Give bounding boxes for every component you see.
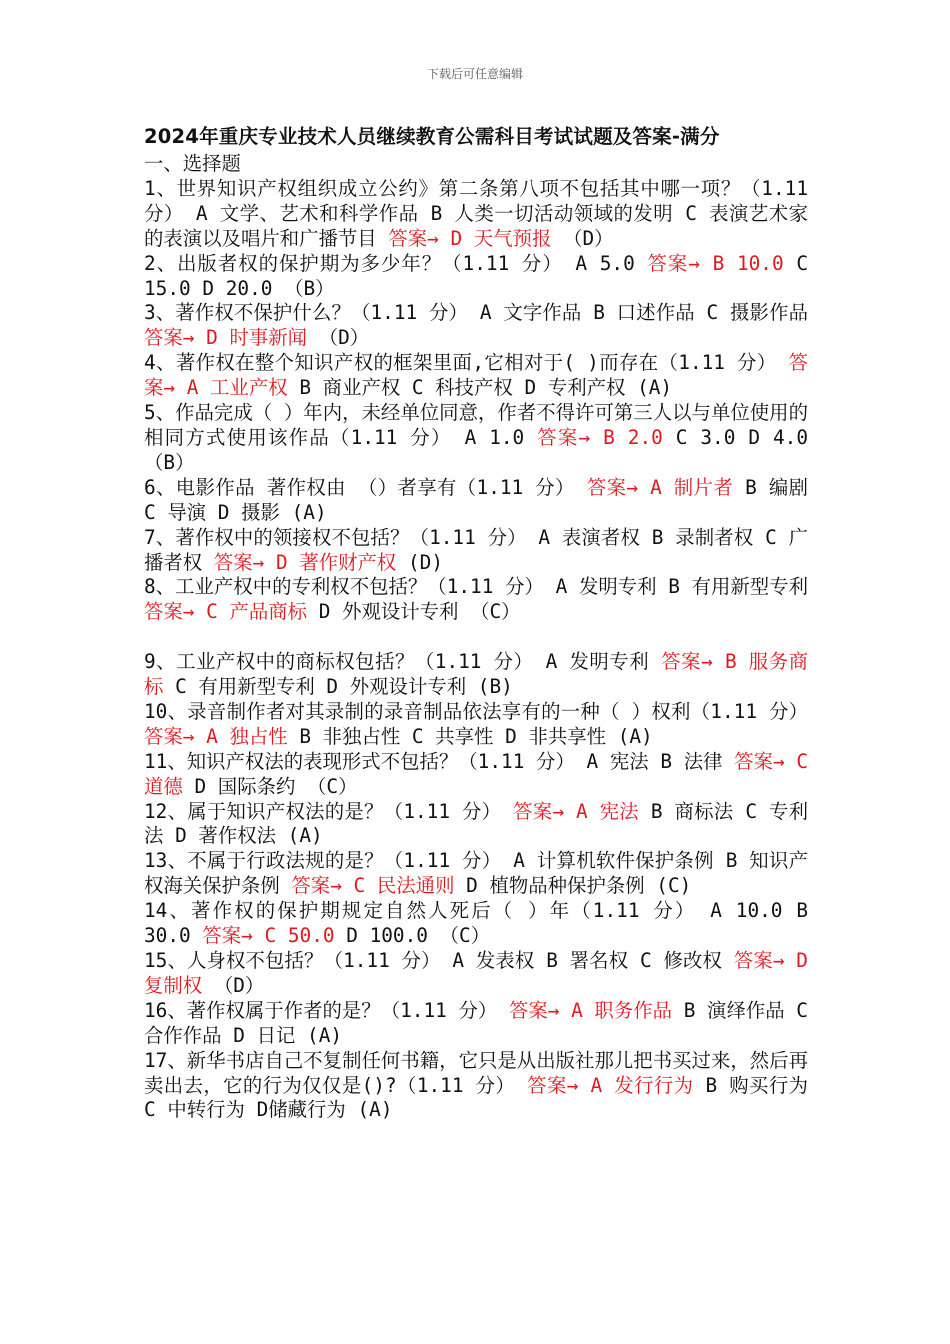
question-text: 6、电影作品 著作权由 （）者享有（1.11 分） — [144, 475, 587, 499]
question-item — [144, 949, 808, 999]
question-item — [144, 800, 808, 850]
question-text: 4、著作权在整个知识产权的框架里面,它相对于( )而存在（1.11 分） — [144, 351, 789, 375]
answer-highlight: 答案→ B 2.0 — [537, 425, 663, 449]
document-title: 2024年重庆专业技术人员继续教育公需科目考试试题及答案-满分 — [144, 125, 720, 148]
answer-highlight: 答案→ C 产品商标 — [144, 600, 308, 624]
question-tail: B 购买行为 C 中转行为 D储藏行为 (A) — [144, 1073, 808, 1122]
question-text: 9、工业产权中的商标权包括？（1.11 分） A 发明专利 — [144, 650, 662, 674]
answer-highlight: 答案→ B 10.0 — [647, 251, 784, 275]
question-text: 17、新华书店自己不复制任何书籍，它只是从出版社那儿把书买过来，然后再卖出去，它的行为仅仅是()?（1.11 分） — [144, 1048, 808, 1097]
question-tail: D 植物品种保护条例 (C) — [454, 874, 692, 898]
question-tail: B 商标法 C 专利法 D 著作权法 (A) — [144, 799, 808, 848]
question-text: 8、工业产权中的专利权不包括？（1.11 分） A 发明专利 B 有用新型专利 — [144, 575, 808, 599]
answer-highlight: 答案→ A 宪法 — [513, 799, 639, 823]
question-text: 2、出版者权的保护期为多少年？（1.11 分） A 5.0 — [144, 251, 648, 275]
section-heading: 一、选择题 — [144, 152, 241, 175]
question-text: 14、著作权的保护期规定自然人死后（ ）年（1.11 分） A 10.0 B 30.0 — [144, 899, 808, 948]
question-item — [144, 1049, 808, 1124]
question-text: 15、人身权不包括？（1.11 分） A 发表权 B 署名权 C 修改权 — [144, 948, 734, 972]
answer-highlight: 答案→ A 制片者 — [586, 475, 734, 499]
question-tail: （D） — [307, 326, 370, 350]
question-tail: C 15.0 D 20.0 （B） — [144, 251, 808, 300]
question-text: 10、录音制作者对其录制的录音制品依法享有的一种（ ）权利（1.11 分） — [144, 699, 808, 723]
question-tail: （D） — [551, 226, 614, 250]
answer-highlight: 答案→ A 工业产权 — [144, 351, 808, 400]
question-text: 7、著作权中的领接权不包括？（1.11 分） A 表演者权 B 录制者权 C 广播者权 — [144, 525, 808, 574]
answer-highlight: 答案→ C 50.0 — [202, 924, 335, 948]
question-item — [144, 401, 808, 476]
answer-highlight: 答案→ C 道德 — [144, 749, 809, 798]
answer-highlight: 答案→ D 时事新闻 — [144, 326, 308, 350]
answer-highlight: 答案→ A 职务作品 — [508, 998, 673, 1022]
question-item — [144, 999, 808, 1049]
answer-highlight: 答案→ D 天气预报 — [388, 226, 552, 250]
question-text: 12、属于知识产权法的是？（1.11 分） — [144, 799, 514, 823]
question-item — [144, 252, 808, 302]
document-body — [144, 122, 808, 1123]
question-item — [144, 650, 808, 700]
question-text: 16、著作权属于作者的是？（1.11 分） — [144, 998, 509, 1022]
question-tail: C 有用新型专利 D 外观设计专利 (B) — [163, 675, 513, 699]
question-text: 1、世界知识产权组织成立公约》第二条第八项不包括其中哪一项？（1.11 分） A 文学、艺术和科学作品 B 人类一切活动领域的发明 C 表演艺术家的表演以及唱片和广播节目 — [144, 176, 808, 250]
question-tail: D 外观设计专利 （C） — [307, 600, 521, 624]
question-item — [144, 700, 808, 750]
page-header: 下载后可任意编辑 — [426, 67, 523, 81]
question-text: 13、不属于行政法规的是？（1.11 分） A 计算机软件保护条例 B 知识产权海关保护条例 — [144, 849, 808, 898]
question-item — [144, 351, 808, 401]
question-item — [144, 575, 808, 625]
question-item — [144, 899, 808, 949]
question-item — [144, 177, 808, 252]
question-tail: （D） — [202, 973, 265, 997]
question-text: 5、作品完成（ ）年内，未经单位同意，作者不得许可第三人以与单位使用的相同方式使用该作品（1.11 分） A 1.0 — [144, 401, 808, 449]
question-item — [144, 849, 808, 899]
question-tail: B 编剧 C 导演 D 摄影 (A) — [144, 475, 808, 524]
answer-highlight: 答案→ D 复制权 — [144, 948, 808, 997]
question-tail: C 3.0 D 4.0 （B） — [144, 425, 808, 474]
question-tail: B 非独占性 C 共享性 D 非共享性 (A) — [287, 724, 653, 748]
question-text: 11、知识产权法的表现形式不包括？（1.11 分） A 宪法 B 法律 — [144, 749, 735, 773]
question-tail: B 演绎作品 C 合作作品 D 日记 (A) — [144, 998, 808, 1047]
question-tail: D 100.0 （C） — [334, 924, 491, 948]
answer-highlight: 答案→ C 民法通则 — [291, 874, 455, 898]
answer-highlight: 答案→ A 发行行为 — [527, 1073, 694, 1097]
question-tail: (D) — [396, 550, 443, 574]
question-text: 3、著作权不保护什么？（1.11 分） A 文字作品 B 口述作品 C 摄影作品 — [144, 301, 808, 325]
question-item — [144, 476, 808, 526]
question-item — [144, 526, 808, 576]
question-tail: B 商业产权 C 科技产权 D 专利产权 (A) — [287, 376, 673, 400]
question-item — [144, 301, 808, 351]
question-item — [144, 750, 808, 800]
answer-highlight: 答案→ D 著作财产权 — [213, 550, 397, 574]
answer-highlight: 答案→ B 服务商标 — [144, 650, 808, 699]
answer-highlight: 答案→ A 独占性 — [144, 724, 288, 748]
question-tail: D 国际条约 （C） — [182, 774, 358, 798]
